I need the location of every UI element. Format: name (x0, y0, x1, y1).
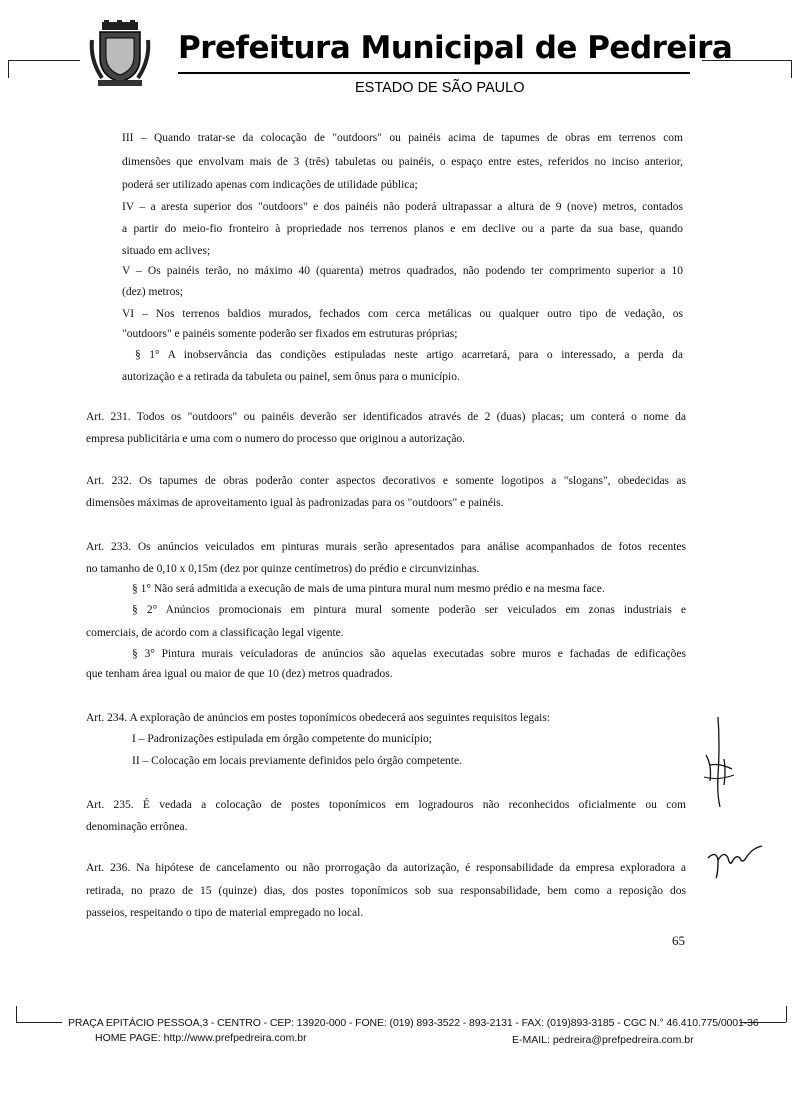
title-underline (178, 72, 690, 74)
frame-right-edge (791, 60, 792, 78)
art-236-line-3: passeios, respeitando o tipo de material empregado no local. (86, 907, 364, 919)
art-233-paragraph-3-line-2: que tenham área igual ou maior de que 10 (dez) metros quadrados. (86, 668, 393, 680)
signature-mark-icon (698, 715, 738, 810)
footer-rule-left (16, 1022, 62, 1023)
art-233-line-2: no tamanho de 0,10 x 0,15m (dez por quinze centímetros) do prédio e circunvizinhas. (86, 563, 480, 575)
art-235-line-1: Art. 235. É vedada a colocação de postes toponímicos em logradouros não reconhecidos oficialmente ou com (86, 799, 686, 811)
page-number: 65 (672, 933, 685, 948)
art-233-paragraph-3-line-1: § 3° Pintura murais veiculadoras de anúncios são aquelas executadas sobre muros e fachadas de edificações (132, 648, 686, 660)
header-rule-left (8, 60, 80, 61)
page-title: Prefeitura Municipal de Pedreira (178, 30, 733, 66)
art-233-paragraph-2-line-2: comerciais, de acordo com a classificação legal vigente. (86, 627, 344, 639)
initials-mark-icon (706, 840, 766, 880)
art-236-line-1: Art. 236. Na hipótese de cancelamento ou não prorrogação da autorização, é responsabilidade da empresa exploradora a (86, 862, 686, 874)
inciso-4-line-3: situado em aclives; (122, 245, 211, 257)
page-subtitle: ESTADO DE SÃO PAULO (355, 80, 525, 96)
art-231-line-2: empresa publicitária e uma com o numero do processo que originou a autorização. (86, 433, 466, 445)
inciso-6-line-2: "outdoors" e painéis somente poderão ser fixados em estruturas próprias; (122, 328, 458, 340)
frame-left-edge (8, 60, 9, 78)
paragraph-1-line-1: § 1° A inobservância das condições estipuladas neste artigo acarretará, para o interessado, a perda da (135, 349, 683, 361)
art-234-item-2: II – Colocação em locais previamente definidos pelo órgão competente. (132, 755, 462, 767)
art-233-paragraph-2-line-1: § 2° Anúncios promocionais em pintura mural somente poderão ser veiculados em zonas industriais e (132, 604, 686, 616)
footer-email: E-MAIL: pedreira@prefpedreira.com.br (512, 1034, 694, 1046)
art-234-item-1: I – Padronizações estipulada em órgão competente do município; (132, 733, 432, 745)
inciso-3-line-3: poderá ser utilizado apenas com indicações de utilidade pública; (122, 179, 418, 191)
footer-frame-left (16, 1006, 17, 1022)
art-236-line-2: retirada, no prazo de 15 (quinze) dias, dos postes toponímicos sob sua responsabilidade, bem como a reposição dos (86, 885, 686, 897)
art-233-line-1: Art. 233. Os anúncios veiculados em pinturas murais serão apresentados para análise acompanhados de fotos recentes (86, 541, 686, 553)
inciso-4-line-1: IV – a aresta superior dos "outdoors" e dos painéis não poderá ultrapassar a altura de 9 (nove) metros, contados (122, 201, 683, 213)
inciso-4-line-2: a partir do meio-fio fronteiro à propriedade nos terrenos planos e em declive ou a parte da sua base, quando (122, 223, 683, 235)
footer-address: PRAÇA EPITÁCIO PESSOA,3 - CENTRO - CEP: 13920-000 - FONE: (019) 893-3522 - 893-2131 - FAX: (019)893-3185 - CGC N.° 46.410.775/0001-36 (68, 1017, 759, 1029)
art-234-line-1: Art. 234. A exploração de anúncios em postes toponímicos obedecerá aos seguintes requisitos legais: (86, 712, 551, 724)
art-231-line-1: Art. 231. Todos os "outdoors" ou painéis deverão ser identificados através de 2 (duas) placas; um conterá o nome da (86, 411, 686, 423)
art-232-line-1: Art. 232. Os tapumes de obras poderão conter aspectos decorativos e somente logotipos a "slogans", obedecidas as (86, 475, 686, 487)
municipal-crest-icon (88, 20, 152, 90)
inciso-5-line-1: V – Os painéis terão, no máximo 40 (quarenta) metros quadrados, não podendo ter comprimento superior a 10 (122, 265, 683, 277)
footer-frame-right (786, 1006, 787, 1022)
paragraph-1-line-2: autorização e a retirada da tabuleta ou painel, sem ônus para o município. (122, 371, 460, 383)
art-235-line-2: denominação errônea. (86, 821, 188, 833)
inciso-5-line-2: (dez) metros; (122, 286, 183, 298)
inciso-3-line-1: III – Quando tratar-se da colocação de "outdoors" ou painéis acima de tapumes de obras em terrenos com (122, 132, 683, 144)
art-232-line-2: dimensões máximas de aproveitamento igual às padronizadas para os "outdoors" e painéis. (86, 497, 504, 509)
art-233-paragraph-1: § 1° Não será admitida a execução de mais de uma pintura mural num mesmo prédio e na mesma face. (132, 583, 605, 595)
inciso-6-line-1: VI – Nos terrenos baldios murados, fechados com cerca metálicas ou qualquer outro tipo de vedação, os (122, 308, 683, 320)
footer-homepage: HOME PAGE: http://www.prefpedreira.com.br (95, 1032, 307, 1044)
inciso-3-line-2: dimensões que envolvam mais de 3 (três) tabuletas ou painéis, o espaço entre estes, referidos no inciso anterior, (122, 156, 683, 168)
